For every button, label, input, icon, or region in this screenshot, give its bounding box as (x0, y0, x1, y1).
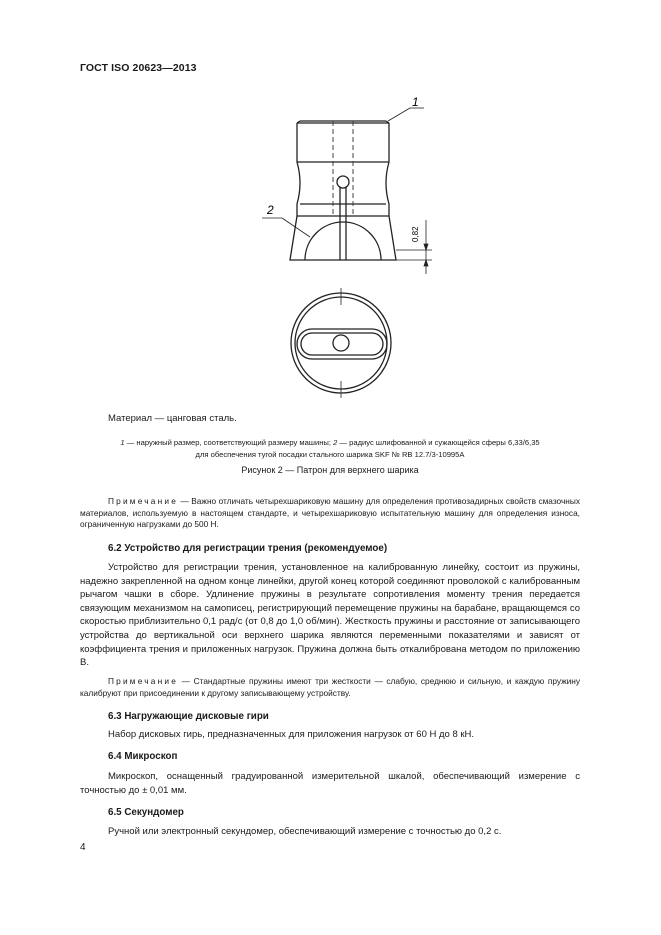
paragraph-6-3: Набор дисковых гирь, предназначенных для приложения нагрузок от 60 Н до 8 кН. (108, 729, 475, 740)
figure-legend (80, 437, 580, 461)
note-1-label: Примечание (108, 496, 179, 506)
label-2: 2 (267, 203, 274, 217)
page-number: 4 (80, 842, 86, 853)
legend-text-2: — радиус шлифованной и сужающейся сферы 6,33/6,35 (337, 438, 540, 447)
legend-num-1: 1 (120, 438, 125, 447)
heading-6-5: 6.5 Секундомер (108, 807, 184, 818)
chuck-drawing (0, 90, 661, 410)
note-1-text: — Важно отличать четырехшариковую машину для определения противозадирных свойств смазочных материалов, используемую в настоящем стандарте, и четырехшариковую испытательную машину для определения износа, ограниченную нагрузками до 500 Н. (80, 496, 580, 530)
legend-num-2: 2 (333, 438, 338, 447)
heading-6-4: 6.4 Микроскоп (108, 751, 178, 762)
paragraph-6-5: Ручной или электронный секундомер, обеспечивающий измерение с точностью до 0,2 с. (108, 826, 502, 837)
heading-6-3: 6.3 Нагружающие дисковые гири (108, 711, 269, 722)
note-2-label: Примечание (108, 676, 179, 686)
standard-header: ГОСТ ISO 20623—2013 (80, 62, 197, 74)
top-view (291, 288, 391, 398)
legend-text-1: — наружный размер, соответствующий размеру машины; (124, 438, 334, 447)
paragraph-6-2: Устройство для регистрации трения, установленное на калиброванную линейку, состоит из пружины, надежно закрепленной на одном конце линейки, другой конец которой соединяют проволокой с калиброванным рычагом чашки в сборе. Удлинение пружины в результате сопротивления моменту трения передается связующим механизмом на самописец, регистрирующий перемещение пружины на барабане, вращающемся со скоростью приблизительно 0,1 рад/с (от 0,8 до 1,0 об/мин). Жесткость пружины и расстояние от записывающего устройства до вертикальной оси верхнего шарика являются переменными показателями и зависят от коэффициента трения и приложенных нагрузок. Пружина должна быть откалибрована методом по приложению В. (80, 562, 580, 669)
material-note: Материал — цанговая сталь. (108, 413, 237, 424)
note-1 (80, 496, 580, 531)
note-2 (80, 676, 580, 699)
dimension-label: 0,82 (411, 226, 420, 242)
note-2-text: — Стандартные пружины имеют три жесткости — слабую, среднюю и сильную, и каждую пружину калибруют при присоединении к другому записывающему устройству. (80, 676, 580, 698)
heading-6-2: 6.2 Устройство для регистрации трения (рекомендуемое) (108, 543, 388, 554)
side-view (290, 121, 396, 260)
hidden-lines (333, 121, 353, 216)
label-1: 1 (412, 95, 419, 109)
figure-caption: Рисунок 2 — Патрон для верхнего шарика (241, 465, 419, 475)
paragraph-6-4: Микроскоп, оснащенный градуированной измерительной шкалой, обеспечивающий измерение с точностью до ± 0,01 мм. (80, 771, 580, 796)
legend-line-2: для обеспечения тугой посадки стального шарика SKF № RB 12.7/3-10995A (195, 450, 465, 459)
leader-1 (388, 108, 424, 121)
leader-2 (262, 218, 310, 237)
